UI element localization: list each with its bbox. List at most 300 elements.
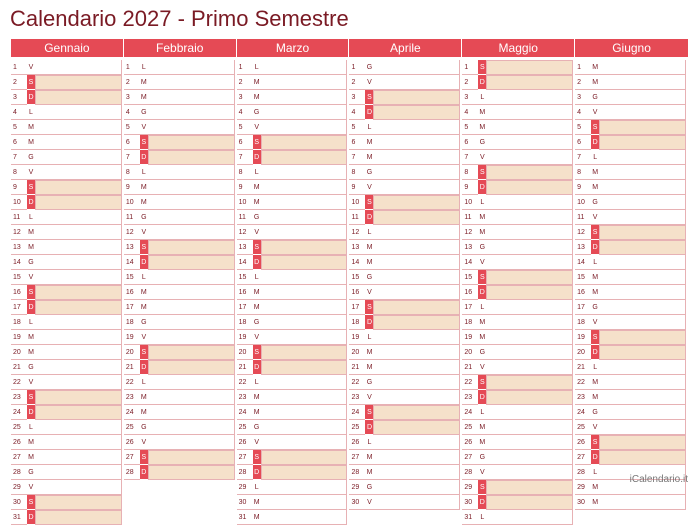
day-number: 30	[11, 495, 27, 510]
day-note-cell	[261, 225, 348, 240]
day-row	[349, 345, 462, 360]
day-note-cell	[35, 450, 122, 465]
day-row	[237, 315, 350, 330]
day-note-cell	[148, 60, 235, 75]
weekday-letter: D	[140, 150, 148, 165]
day-number: 7	[349, 150, 365, 165]
month-column	[462, 39, 575, 521]
day-row	[237, 270, 350, 285]
day-number: 28	[575, 465, 591, 480]
day-row	[237, 165, 350, 180]
weekday-letter: V	[140, 120, 148, 135]
day-row	[124, 360, 237, 375]
day-row	[462, 240, 575, 255]
day-number: 22	[11, 375, 27, 390]
day-number: 19	[237, 330, 253, 345]
day-number: 27	[124, 450, 140, 465]
weekday-letter: G	[253, 210, 261, 225]
weekday-letter: L	[478, 300, 486, 315]
day-number: 19	[124, 330, 140, 345]
day-number: 10	[462, 195, 478, 210]
day-note-cell	[373, 255, 460, 270]
weekday-letter: V	[27, 60, 35, 75]
weekday-letter: M	[478, 210, 486, 225]
weekday-letter: M	[365, 450, 373, 465]
day-number: 17	[124, 300, 140, 315]
weekday-letter: M	[27, 435, 35, 450]
day-row	[11, 255, 124, 270]
day-note-cell	[261, 330, 348, 345]
weekday-letter: S	[591, 435, 599, 450]
day-number: 30	[575, 495, 591, 510]
day-number: 20	[575, 345, 591, 360]
weekday-letter: G	[365, 480, 373, 495]
day-note-cell	[486, 360, 573, 375]
weekday-letter: L	[365, 120, 373, 135]
day-number: 7	[575, 150, 591, 165]
day-note-cell	[373, 105, 460, 120]
day-note-cell	[148, 315, 235, 330]
day-number: 25	[349, 420, 365, 435]
day-number: 20	[349, 345, 365, 360]
day-note-cell	[486, 225, 573, 240]
weekday-letter: M	[27, 225, 35, 240]
day-row	[237, 60, 350, 75]
day-number: 12	[124, 225, 140, 240]
day-note-cell	[486, 105, 573, 120]
day-row	[462, 60, 575, 75]
day-row	[462, 120, 575, 135]
day-note-cell	[373, 435, 460, 450]
day-number: 2	[11, 75, 27, 90]
day-note-cell	[261, 240, 348, 255]
day-note-cell	[486, 300, 573, 315]
day-note-cell	[35, 225, 122, 240]
day-row	[575, 225, 688, 240]
day-note-cell	[486, 150, 573, 165]
weekday-letter: S	[140, 345, 148, 360]
weekday-letter: M	[253, 285, 261, 300]
weekday-letter: V	[365, 390, 373, 405]
day-row	[124, 60, 237, 75]
weekday-letter: V	[478, 360, 486, 375]
day-row	[124, 120, 237, 135]
weekday-letter: M	[253, 510, 261, 525]
day-row	[237, 300, 350, 315]
day-number: 1	[124, 60, 140, 75]
weekday-letter: M	[140, 300, 148, 315]
weekday-letter: L	[253, 60, 261, 75]
weekday-letter: V	[27, 165, 35, 180]
day-number: 8	[575, 165, 591, 180]
day-row	[575, 195, 688, 210]
weekday-letter: M	[478, 315, 486, 330]
day-number: 14	[237, 255, 253, 270]
day-note-cell	[373, 285, 460, 300]
day-row	[462, 75, 575, 90]
day-note-cell	[261, 150, 348, 165]
day-number: 26	[237, 435, 253, 450]
day-number: 3	[349, 90, 365, 105]
day-note-cell	[148, 135, 235, 150]
day-row	[462, 270, 575, 285]
day-row	[11, 375, 124, 390]
day-number: 26	[349, 435, 365, 450]
day-note-cell	[373, 495, 460, 510]
day-number: 17	[575, 300, 591, 315]
day-row	[11, 75, 124, 90]
day-number: 8	[11, 165, 27, 180]
day-note-cell	[486, 120, 573, 135]
day-row	[237, 435, 350, 450]
day-row	[575, 75, 688, 90]
day-number: 22	[349, 375, 365, 390]
day-row	[11, 465, 124, 480]
day-row	[575, 405, 688, 420]
weekday-letter: M	[365, 255, 373, 270]
day-note-cell	[599, 360, 686, 375]
day-note-cell	[35, 75, 122, 90]
weekday-letter: M	[253, 300, 261, 315]
day-row	[237, 345, 350, 360]
day-row	[349, 360, 462, 375]
day-note-cell	[486, 480, 573, 495]
weekday-letter: D	[253, 150, 261, 165]
day-number: 17	[11, 300, 27, 315]
weekday-letter: G	[591, 90, 599, 105]
weekday-letter: L	[478, 405, 486, 420]
weekday-letter: M	[478, 120, 486, 135]
day-row	[237, 285, 350, 300]
day-note-cell	[148, 450, 235, 465]
day-note-cell	[148, 210, 235, 225]
day-note-cell	[373, 300, 460, 315]
weekday-letter: V	[365, 75, 373, 90]
day-row	[462, 285, 575, 300]
day-note-cell	[261, 420, 348, 435]
day-row	[575, 390, 688, 405]
day-row	[237, 360, 350, 375]
day-number: 2	[462, 75, 478, 90]
day-note-cell	[148, 375, 235, 390]
day-note-cell	[261, 90, 348, 105]
day-row	[462, 420, 575, 435]
day-number: 13	[462, 240, 478, 255]
day-note-cell	[486, 210, 573, 225]
weekday-letter: M	[591, 75, 599, 90]
day-row	[575, 120, 688, 135]
weekday-letter: M	[27, 345, 35, 360]
day-number: 6	[349, 135, 365, 150]
day-note-cell	[35, 360, 122, 375]
weekday-letter: G	[591, 195, 599, 210]
day-number: 12	[462, 225, 478, 240]
day-note-cell	[261, 105, 348, 120]
day-number: 31	[11, 510, 27, 525]
weekday-letter: S	[27, 180, 35, 195]
day-number: 5	[124, 120, 140, 135]
weekday-letter: M	[140, 180, 148, 195]
day-number: 28	[237, 465, 253, 480]
day-note-cell	[373, 90, 460, 105]
day-row	[11, 345, 124, 360]
day-number: 2	[124, 75, 140, 90]
day-note-cell	[599, 390, 686, 405]
day-row	[124, 105, 237, 120]
day-note-cell	[486, 165, 573, 180]
weekday-letter: S	[27, 285, 35, 300]
day-note-cell	[261, 180, 348, 195]
weekday-letter: L	[253, 480, 261, 495]
day-note-cell	[148, 465, 235, 480]
day-note-cell	[148, 270, 235, 285]
day-row	[124, 420, 237, 435]
day-note-cell	[35, 105, 122, 120]
day-number: 1	[237, 60, 253, 75]
day-number: 23	[575, 390, 591, 405]
weekday-letter: D	[591, 450, 599, 465]
day-note-cell	[148, 165, 235, 180]
day-number: 11	[575, 210, 591, 225]
weekday-letter: D	[253, 360, 261, 375]
day-number: 18	[11, 315, 27, 330]
day-note-cell	[261, 285, 348, 300]
day-row	[462, 150, 575, 165]
day-row	[462, 165, 575, 180]
month-column	[349, 39, 462, 506]
day-number: 21	[462, 360, 478, 375]
day-note-cell	[35, 480, 122, 495]
day-row	[11, 510, 124, 525]
day-note-cell	[261, 450, 348, 465]
day-number: 20	[237, 345, 253, 360]
day-row	[124, 150, 237, 165]
day-row	[237, 240, 350, 255]
day-number: 9	[237, 180, 253, 195]
day-row	[237, 420, 350, 435]
day-note-cell	[148, 285, 235, 300]
weekday-letter: S	[478, 270, 486, 285]
day-note-cell	[148, 405, 235, 420]
day-row	[237, 225, 350, 240]
day-number: 27	[237, 450, 253, 465]
day-row	[124, 165, 237, 180]
day-row	[124, 405, 237, 420]
day-note-cell	[373, 345, 460, 360]
day-note-cell	[35, 210, 122, 225]
day-note-cell	[373, 450, 460, 465]
day-row	[575, 240, 688, 255]
day-number: 16	[11, 285, 27, 300]
weekday-letter: L	[591, 465, 599, 480]
day-note-cell	[373, 240, 460, 255]
day-note-cell	[35, 165, 122, 180]
day-number: 4	[237, 105, 253, 120]
weekday-letter: S	[365, 300, 373, 315]
day-note-cell	[373, 225, 460, 240]
day-row	[124, 465, 237, 480]
weekday-letter: M	[478, 105, 486, 120]
month-days	[575, 57, 688, 510]
day-row	[11, 450, 124, 465]
day-row	[349, 135, 462, 150]
day-number: 4	[575, 105, 591, 120]
day-note-cell	[148, 90, 235, 105]
weekday-letter: G	[253, 105, 261, 120]
day-number: 29	[575, 480, 591, 495]
month-days	[462, 57, 575, 525]
weekday-letter: L	[140, 375, 148, 390]
weekday-letter: L	[253, 165, 261, 180]
day-number: 5	[575, 120, 591, 135]
weekday-letter: L	[478, 195, 486, 210]
weekday-letter: D	[365, 315, 373, 330]
weekday-letter: D	[365, 210, 373, 225]
weekday-letter: M	[591, 495, 599, 510]
day-row	[237, 150, 350, 165]
day-row	[575, 345, 688, 360]
weekday-letter: G	[27, 360, 35, 375]
day-number: 26	[575, 435, 591, 450]
day-note-cell	[599, 435, 686, 450]
day-row	[124, 225, 237, 240]
weekday-letter: G	[140, 105, 148, 120]
day-row	[11, 210, 124, 225]
weekday-letter: S	[140, 240, 148, 255]
day-row	[575, 210, 688, 225]
month-column	[11, 39, 124, 521]
weekday-letter: L	[27, 210, 35, 225]
day-number: 7	[124, 150, 140, 165]
weekday-letter: V	[27, 375, 35, 390]
day-note-cell	[148, 105, 235, 120]
day-number: 6	[11, 135, 27, 150]
day-note-cell	[373, 180, 460, 195]
day-row	[124, 450, 237, 465]
day-number: 23	[349, 390, 365, 405]
day-number: 12	[11, 225, 27, 240]
month-header: Marzo	[237, 39, 350, 57]
weekday-letter: M	[365, 135, 373, 150]
day-note-cell	[599, 255, 686, 270]
day-number: 23	[237, 390, 253, 405]
day-row	[462, 330, 575, 345]
day-note-cell	[261, 60, 348, 75]
weekday-letter: L	[478, 510, 486, 525]
day-note-cell	[148, 180, 235, 195]
day-row	[462, 465, 575, 480]
weekday-letter: L	[591, 255, 599, 270]
day-note-cell	[486, 315, 573, 330]
weekday-letter: S	[591, 330, 599, 345]
weekday-letter: S	[478, 165, 486, 180]
day-row	[11, 270, 124, 285]
day-row	[11, 435, 124, 450]
weekday-letter: V	[27, 480, 35, 495]
weekday-letter: L	[140, 60, 148, 75]
day-note-cell	[373, 210, 460, 225]
day-note-cell	[35, 390, 122, 405]
day-note-cell	[148, 435, 235, 450]
day-number: 14	[349, 255, 365, 270]
day-number: 30	[349, 495, 365, 510]
weekday-letter: M	[365, 465, 373, 480]
day-row	[462, 255, 575, 270]
day-note-cell	[373, 195, 460, 210]
weekday-letter: D	[140, 255, 148, 270]
day-note-cell	[35, 300, 122, 315]
month-days	[11, 57, 124, 525]
day-note-cell	[486, 345, 573, 360]
weekday-letter: D	[27, 300, 35, 315]
day-number: 5	[11, 120, 27, 135]
day-note-cell	[599, 450, 686, 465]
day-row	[124, 435, 237, 450]
day-number: 13	[575, 240, 591, 255]
day-note-cell	[599, 90, 686, 105]
day-number: 5	[237, 120, 253, 135]
weekday-letter: L	[365, 330, 373, 345]
day-note-cell	[35, 135, 122, 150]
day-note-cell	[261, 315, 348, 330]
day-row	[349, 330, 462, 345]
day-row	[237, 210, 350, 225]
day-row	[349, 165, 462, 180]
weekday-letter: G	[27, 465, 35, 480]
weekday-letter: S	[27, 495, 35, 510]
month-column	[124, 39, 237, 474]
day-number: 4	[349, 105, 365, 120]
day-row	[349, 180, 462, 195]
day-number: 3	[575, 90, 591, 105]
day-number: 30	[462, 495, 478, 510]
day-row	[575, 495, 688, 510]
day-note-cell	[261, 510, 348, 525]
day-note-cell	[35, 255, 122, 270]
day-row	[575, 135, 688, 150]
day-row	[462, 345, 575, 360]
day-note-cell	[599, 75, 686, 90]
weekday-letter: M	[478, 225, 486, 240]
day-number: 9	[575, 180, 591, 195]
day-row	[349, 210, 462, 225]
day-note-cell	[599, 60, 686, 75]
weekday-letter: V	[591, 105, 599, 120]
weekday-letter: G	[591, 300, 599, 315]
day-number: 23	[124, 390, 140, 405]
day-row	[11, 165, 124, 180]
day-note-cell	[599, 120, 686, 135]
day-number: 19	[349, 330, 365, 345]
weekday-letter: M	[140, 405, 148, 420]
day-row	[237, 195, 350, 210]
day-row	[575, 255, 688, 270]
weekday-letter: M	[140, 390, 148, 405]
day-note-cell	[599, 405, 686, 420]
day-number: 22	[124, 375, 140, 390]
weekday-letter: L	[478, 90, 486, 105]
day-note-cell	[599, 210, 686, 225]
day-number: 13	[11, 240, 27, 255]
day-row	[124, 330, 237, 345]
weekday-letter: L	[253, 375, 261, 390]
weekday-letter: M	[253, 195, 261, 210]
month-days	[237, 57, 350, 525]
day-number: 16	[124, 285, 140, 300]
day-number: 31	[462, 510, 478, 525]
weekday-letter: V	[27, 270, 35, 285]
day-note-cell	[148, 420, 235, 435]
